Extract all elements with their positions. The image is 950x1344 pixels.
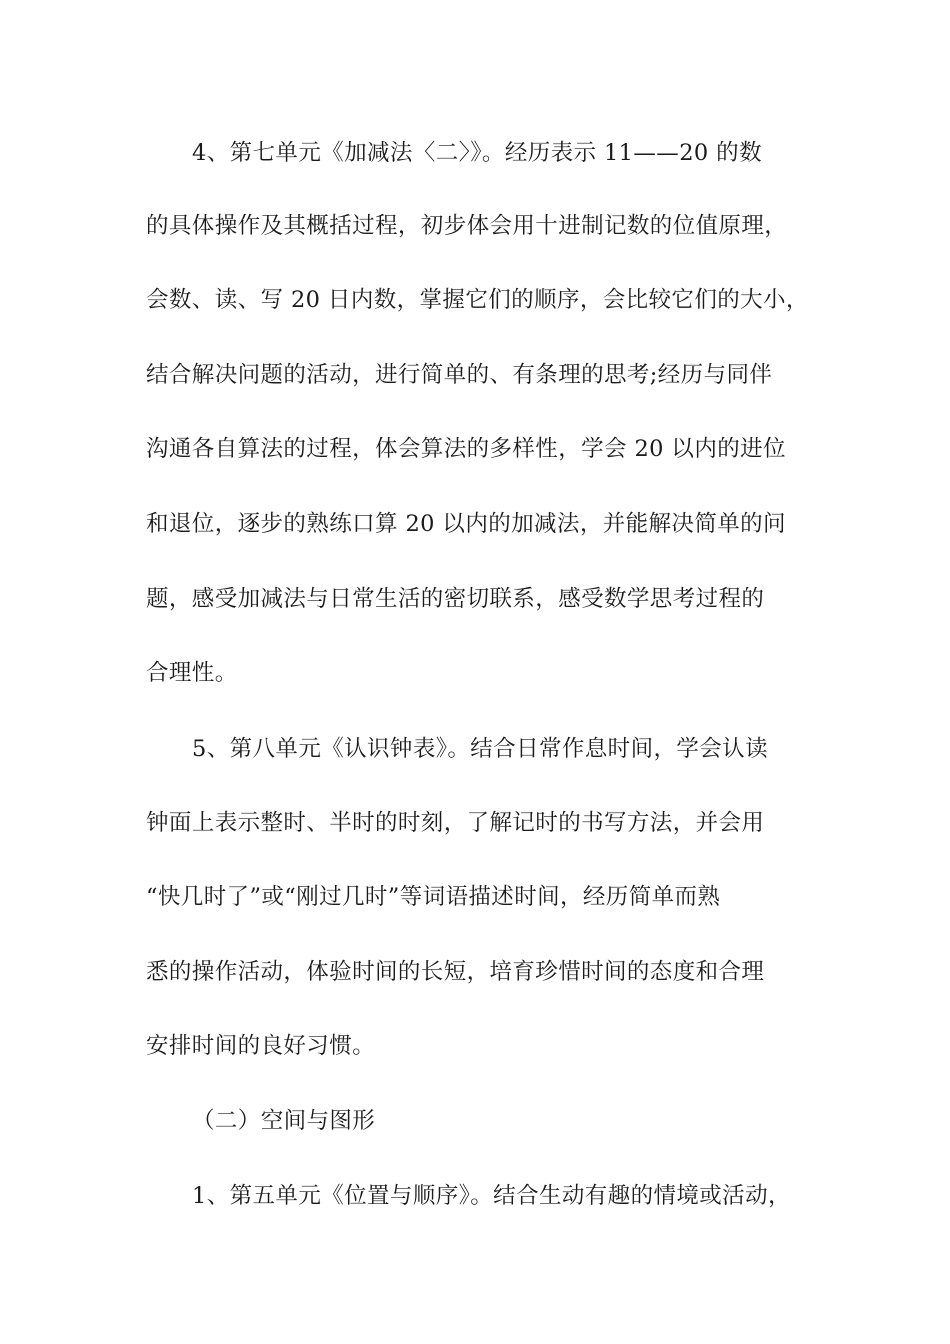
paragraph-4-line-1: 4、第七单元《加减法〈二〉》。经历表示 11——20 的数 xyxy=(192,140,762,166)
paragraph-4-line-8: 合理性。 xyxy=(146,660,238,686)
section-heading: （二）空间与图形 xyxy=(192,1108,376,1134)
paragraph-4-line-6: 和退位，逐步的熟练口算 20 以内的加减法，并能解决简单的问 xyxy=(146,511,786,537)
paragraph-5-line-1: 5、第八单元《认识钟表》。结合日常作息时间，学会认读 xyxy=(192,736,768,762)
paragraph-5-line-4: 悉的操作活动，体验时间的长短，培育珍惜时间的态度和合理 xyxy=(146,959,765,985)
paragraph-4-line-7: 题，感受加减法与日常生活的密切联系，感受数学思考过程的 xyxy=(146,586,765,612)
paragraph-5-line-2: 钟面上表示整时、半时的时刻，了解记时的书写方法，并会用 xyxy=(146,810,765,836)
paragraph-5-line-5: 安排时间的良好习惯。 xyxy=(146,1033,376,1059)
paragraph-4-line-2: 的具体操作及其概括过程，初步体会用十进制记数的位值原理， xyxy=(146,213,788,239)
paragraph-4-line-5: 沟通各自算法的过程，体会算法的多样性，学会 20 以内的进位 xyxy=(146,436,786,462)
paragraph-4-line-3: 会数、读、写 20 日内数，掌握它们的顺序，会比较它们的大小， xyxy=(146,287,809,313)
paragraph-4-line-4: 结合解决问题的活动，进行简单的、有条理的思考;经历与同伴 xyxy=(146,362,773,388)
paragraph-5-line-3: “快几时了”或“刚过几时”等词语描述时间，经历简单而熟 xyxy=(146,884,721,910)
paragraph-6-line-1: 1、第五单元《位置与顺序》。结合生动有趣的情境或活动， xyxy=(192,1183,791,1209)
